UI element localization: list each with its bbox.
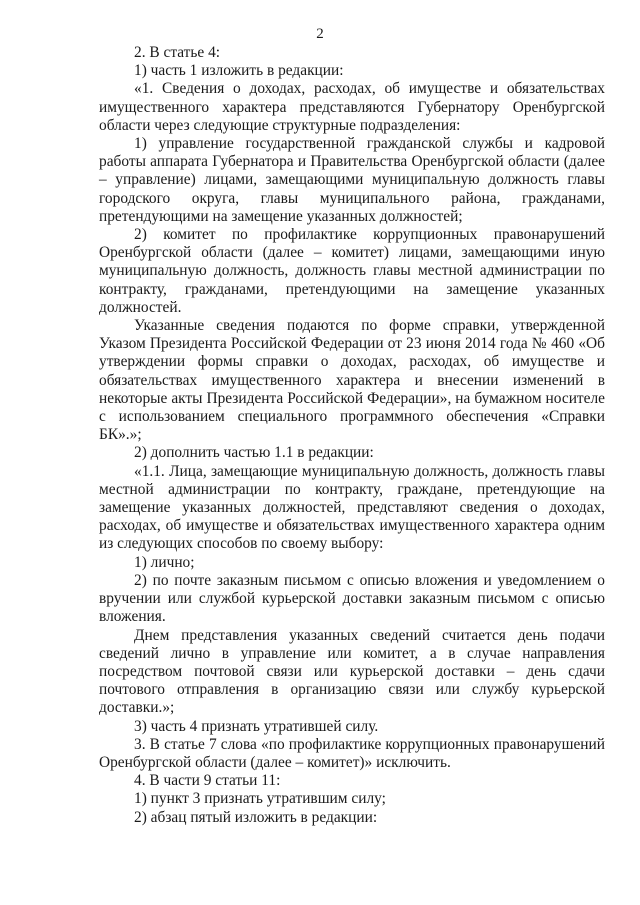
paragraph: 1) управление государственной гражданской службы и кадровой работы аппарата Губернатора и Правительства Оренбургской области (далее – управление) лицами, замещающими муниципальную должность главы городского округа, главы муниципального района, гражданами, претендующими на замещение указанных должностей;	[99, 135, 605, 225]
paragraph: 1) пункт 3 признать утратившим силу;	[134, 790, 386, 808]
paragraph: 1) часть 1 изложить в редакции:	[134, 62, 344, 80]
paragraph: Днем представления указанных сведений считается день подачи сведений лично в управление или комитет, а в случае направления посредством почтовой связи или курьерской доставки – день сдачи почтового отправления в организацию связи или службу курьерской доставки.»;	[99, 626, 605, 717]
paragraph: «1. Сведения о доходах, расходах, об имуществе и обязательствах имущественного характера представляются Губернатору Оренбургской области через следующие структурные подразделения:	[99, 80, 605, 134]
paragraph: 2. В статье 4:	[134, 44, 221, 61]
paragraph: 2) абзац пятый изложить в редакции:	[134, 808, 378, 826]
document-body	[99, 44, 605, 827]
paragraph: 2) по почте заказным письмом с описью вложения и уведомлением о вручении или службой курьерской доставки заказным письмом с описью вложения.	[99, 571, 605, 626]
paragraph: Указанные сведения подаются по форме справки, утвержденной Указом Президента Российской Федерации от 23 июня 2014 года № 460 «Об утверждении формы справки о доходах, расходах, об имуществе и обязательствах имущественного характера и внесении изменений в некоторые акты Президента Российской Федерации», на бумажном носителе с использованием специального программного обеспечения «Справки БК».»;	[99, 317, 605, 444]
paragraph: 4. В части 9 статьи 11:	[134, 772, 281, 790]
paragraph: 1) лично;	[134, 553, 195, 571]
paragraph: 3) часть 4 признать утратившей силу.	[134, 717, 379, 735]
paragraph: «1.1. Лица, замещающие муниципальную должность, должность главы местной администрации по контракту, граждане, претендующие на замещение указанных должностей, представляют сведения о доходах, расходах, об имуществе и обязательствах имущественного характера одним из следующих способов по своему выбору:	[99, 462, 605, 553]
paragraph: 2) дополнить частью 1.1 в редакции:	[134, 444, 374, 462]
paragraph: 2) комитет по профилактике коррупционных правонарушений Оренбургской области (далее – комитет) лицами, замещающими иную муниципальную должность, должность главы местной администрации по контракту, гражданами, претендующими на замещение указанных должностей.	[99, 226, 605, 316]
paragraph: 3. В статье 7 слова «по профилактике коррупционных правонарушений Оренбургской области (далее – комитет)» исключить.	[99, 735, 605, 771]
page-number: 2	[316, 26, 324, 42]
